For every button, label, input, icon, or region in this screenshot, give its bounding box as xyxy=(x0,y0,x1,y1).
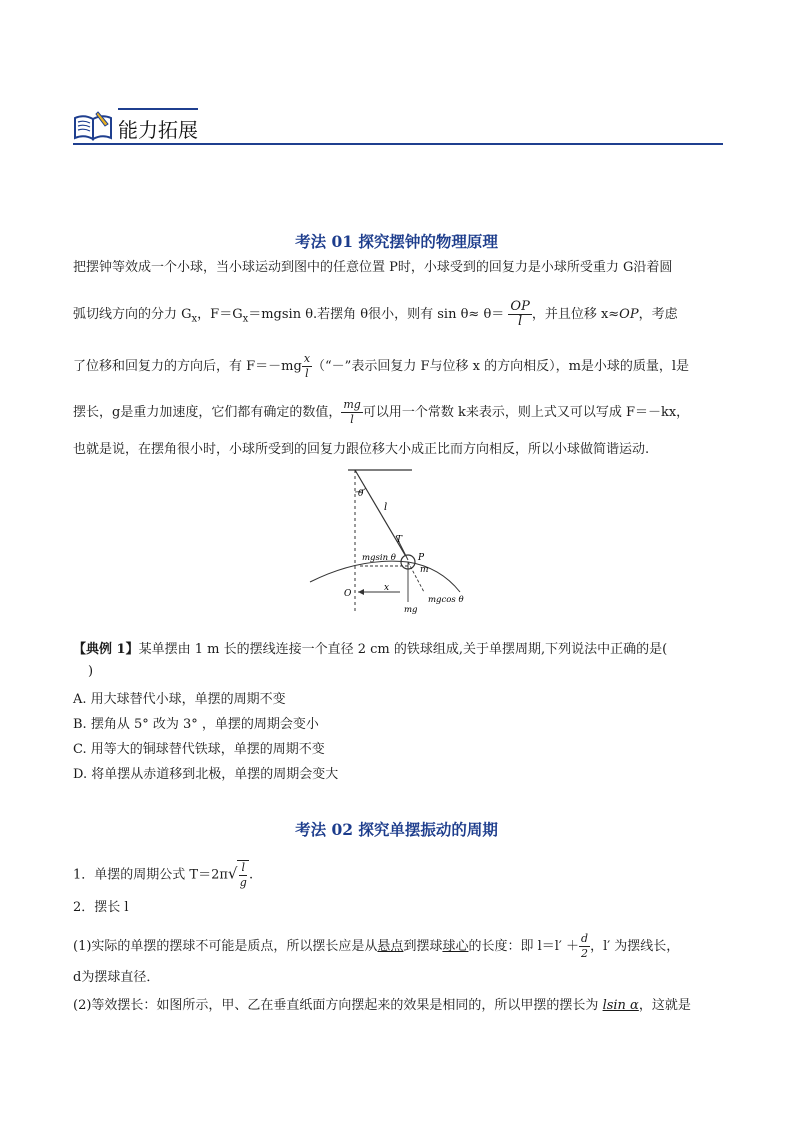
para-line: 了位移和回复力的方向后，有 F＝－mg $\frac{x}{l}$ （“－”表示回复力 F与位移 x 的方向相反），m是小球的质量，l是 xyxy=(73,352,690,380)
para-line: (1)实际的单摆的摆球不可能是质点，所以摆长应是从悬点到摆球球心的长度：即 l＝l′ ＋ $\frac{d}{2}$ ，l′ 为摆线长， xyxy=(73,932,680,960)
fig-label-mg: mg xyxy=(404,605,418,615)
fig-label-mgcos: mgcos θ xyxy=(428,595,464,605)
arc-op: OP xyxy=(619,307,639,322)
option-a: A. 用大球替代小球，单摆的周期不变 xyxy=(73,692,286,707)
header-book-icon xyxy=(72,108,116,144)
para-line: 把摆钟等效成一个小球，当小球运动到图中的任意位置 P时，小球受到的回复力是小球所受重力 G沿着圆 xyxy=(73,260,673,275)
option-b: B. 摆角从 5° 改为 3° ，单摆的周期会变小 xyxy=(73,717,319,732)
fig-label-T: T xyxy=(396,535,403,545)
example-stem: 【典例 1】某单摆由 1 m 长的摆线连接一个直径 2 cm 的铁球组成,关于单摆周期,下列说法中正确的是( xyxy=(73,642,668,657)
page-title: 能力拓展 xyxy=(118,118,198,142)
section-title-2: 考法 02 探究单摆振动的周期 xyxy=(295,820,498,839)
para-line: 摆长，g是重力加速度，它们都有确定的数值， $\frac{mg}{l}$ 可以用一个常数 k来表示，则上式又可以写成 F＝－kx， xyxy=(73,398,690,426)
period-formula: 1．单摆的周期公式 T＝2π√ $\frac{l}{g}$ . xyxy=(73,861,254,889)
para-line: 也就是说，在摆角很小时，小球所受到的回复力跟位移大小成正比而方向相反，所以小球做简谐运动. xyxy=(73,442,650,457)
fig-label-P: P xyxy=(418,553,425,563)
fig-label-m: m xyxy=(420,565,429,575)
para-line: (2)等效摆长：如图所示，甲、乙在垂直纸面方向摆起来的效果是相同的，所以甲摆的摆长为 lsin α，这就是 xyxy=(73,998,691,1013)
header-rule xyxy=(73,143,723,145)
fraction-x-over-l: $\frac{x}{l}$ xyxy=(303,352,311,380)
example-stem-cont: ) xyxy=(88,664,94,679)
para-line: 2．摆长 l xyxy=(73,900,129,915)
header-top-rule xyxy=(118,108,198,110)
section-title-1: 考法 01 探究摆钟的物理原理 xyxy=(295,232,498,251)
fig-label-l: l xyxy=(384,502,388,513)
fig-label-theta: θ xyxy=(358,489,364,499)
fig-label-O: O xyxy=(344,589,352,599)
pendulum-diagram xyxy=(300,462,490,627)
fig-label-mgsin: mgsin θ xyxy=(362,553,396,563)
fraction-mg-over-l: $\frac{mg}{l}$ xyxy=(343,398,361,426)
fig-label-x: x xyxy=(384,583,390,593)
para-line: 弧切线方向的分力 $G_x$，$F=G_x=mgsin$ θ.若摆角 θ很小，则有 sin θ≈ θ＝ $\frac{OP}{l}$ ，并且位移 x≈OP，考虑 xyxy=(73,299,678,329)
para-line: d为摆球直径． xyxy=(73,970,160,985)
fraction-op-over-l: $\frac{OP}{l}$ xyxy=(510,299,530,329)
option-d: D. 将单摆从赤道移到北极，单摆的周期会变大 xyxy=(73,767,339,782)
example-label: 【典例 1】 xyxy=(73,642,139,657)
option-c: C. 用等大的铜球替代铁球，单摆的周期不变 xyxy=(73,742,325,757)
